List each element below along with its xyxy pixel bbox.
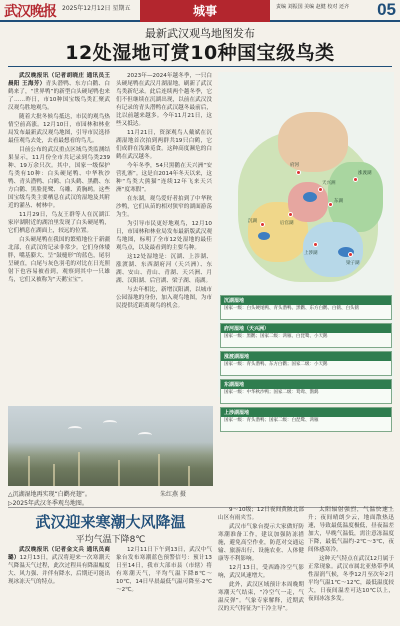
legend-item: 上涉湖湿地 国家一级：青头潜鸭；国家二级：白琵鹭、鸿雁 bbox=[220, 407, 392, 432]
story-column-2 bbox=[116, 72, 212, 407]
masthead bbox=[0, 0, 400, 22]
map-pin-icon bbox=[318, 187, 323, 192]
paragraph: 11月21日，资深观鸟人戴斌在沉湖湿地首次拍到两群共19只白鹤，它们成群在浅滩觅食。这种高度濒危的白鹤在武汉越冬。 bbox=[116, 130, 212, 160]
page-number: 05 bbox=[377, 0, 396, 19]
photo-caption: △沉湖湿地再实现“白鹳亮翅”。 bbox=[8, 491, 91, 498]
paragraph: 武汉晚报讯（记者胡晓庄 通讯员王晨阳 王海芳）青头潜鸭、东方白鹳、白鹤来了，“世界鸭”的新型白头硬尾鸭也来了……昨日，市10种国宝级鸟类汇聚武汉观鸟胜地观鸟。 bbox=[8, 73, 110, 111]
map-label: 后官湖 bbox=[280, 221, 294, 226]
paragraph: 此外，武汉区域预计本周晚期寒潮天气结束，“冷空气一走，气温反弹”。气象专家解释，近期武汉的天气特征为“干冷主导”。 bbox=[218, 582, 304, 612]
headline-rule bbox=[8, 66, 392, 67]
paragraph: 这种天气特点在武汉12月属于正常现象。武汉市属北亚热带季风性湿润气候，冬季12月至次年2月平均气温1℃～12℃，最低温度较大，日夜间温差可达10℃以上，夜间冰冻多发。 bbox=[308, 556, 394, 602]
map-label: 东湖 bbox=[334, 199, 343, 204]
story-kicker: 最新武汉观鸟地图发布 bbox=[145, 27, 255, 40]
paragraph: 白头硬尾鸭在我国的繁殖地位于新疆北部，在武汉的记录非常少。它们身体矮胖，嘴基膨大、呈“鼓槌形”的蓝色，尾羽呈硬直，白尾与灰色羽毛的对比在日光照射下也容易被看到，观察到其中一只雄鸟，它们又被称为“天鹅宝宝”。 bbox=[8, 237, 110, 283]
story2-column-1 bbox=[8, 546, 110, 624]
issue-date: 2025年12月12日 星期五 bbox=[62, 5, 131, 12]
map-legend bbox=[220, 295, 392, 435]
map-label: 沉湖 bbox=[248, 219, 257, 224]
editor-credits: 责编 刘振国 美编 赵健 校对 还齐 bbox=[276, 4, 349, 10]
map-label: 府河 bbox=[290, 163, 299, 168]
map-label: 天兴洲 bbox=[322, 181, 336, 186]
map-label: 涨渡湖 bbox=[358, 171, 372, 176]
paragraph: 11月29日，鸟友王群等人在沉湖江家岸湖附近的湖泊里发现了白头硬尾鸭，它们栖息在湖面上，较远的位置。 bbox=[8, 212, 110, 234]
photo-credit: 朱红燕 摄 bbox=[160, 491, 186, 498]
bird-icon bbox=[68, 426, 82, 432]
paragraph: 9～10级；12日夜间黄陂北部山区有雨夹雪。 bbox=[218, 507, 304, 521]
map-pin-icon bbox=[313, 242, 318, 247]
map-pin-icon bbox=[353, 177, 358, 182]
paragraph: 目前公布的武汉重点区域鸟类监测结果显示，11月份全市共记录到鸟类239种、19万余只次。其中，国家一级保护鸟类有10种：白头硬尾鸭、中华秋沙鸭、青头潜鸭、白鹤、白头鹤、黑鹳、东方白鹳、黑脸琵鹭、乌雕、黄胸鹀。这些国宝级鸟类主要栖息在武汉的湿地及其附近的灌丛、树林中。 bbox=[8, 147, 110, 209]
map-pin-icon bbox=[296, 170, 301, 175]
story2-column-2 bbox=[116, 546, 212, 624]
section-title: 城事 bbox=[140, 0, 270, 22]
paragraph: 2023年—2024年越冬季，一只白头硬尾鸭在武汉月湖湿地，刷新了武汉鸟类新纪录。此后连续两个越冬季，它们不但继续在沉湖出现，以前在武汉没有记录的青头潜鸭在武汉越冬最前后，比以前越来越多。今年11月21日，这些又抵达。 bbox=[116, 73, 212, 127]
story-column-1 bbox=[8, 72, 110, 402]
legend-item: 涨渡湖湿地 国家一级：青头潜鸭、东方白鹳；国家二级：小天鹅 bbox=[220, 351, 392, 376]
legend-item: 沉湖湿地 国家一级：白头硬尾鸭、青头潜鸭、黑鹳、东方白鹳、白鹤、白头鹤 bbox=[220, 295, 392, 320]
paragraph: 今年冬季，54只黑鹳在天兴洲“安营扎寨”。这是自2014年冬天以来，这种“鸟类大熊猫”连续12年飞来天兴洲“度寒假”。 bbox=[116, 163, 212, 193]
paragraph: 武汉市气象台提示大家做好防寒潮准备工作，建议加强防冻措施，避免高空作业，防范对交通运输、旅游出行、设施农业、人体健康等不利影响。 bbox=[218, 524, 304, 562]
story2-headline: 武汉迎来寒潮大风降温 bbox=[35, 513, 186, 531]
paragraph: 在东湖，观鸟爱好者拍到了中华秋沙鸭，它们从苗的相对狭窄的湖面游荡为生。 bbox=[116, 196, 212, 218]
map-pin-icon bbox=[348, 252, 353, 257]
paragraph: 12月11日下午到13日，武汉中气象台发布寒潮蓝色预警信号：预计13日至14日，我市大部市县（市辖）将有寒潮天气，平均气温下降8℃～10℃，14日早晨最低气温可降至-2℃～2℃。 bbox=[116, 547, 212, 593]
paragraph: 为引导市民更好地观鸟，12月10日，市园林和林业局发布最新版武汉观鸟地图，标明了全市12处湿地的最佳观鸟点，以及最看到的主要鸟种。 bbox=[116, 221, 212, 251]
map-pin-icon bbox=[328, 202, 333, 207]
paragraph: 这12处湿地是：沉湖、上涉湖、涨渡湖、东西湖府河（天兴洲）、东湖、安山、青山、青湖、天兴洲、月湖、汉阳湖、后官湖、梁子湖、南湖。 bbox=[116, 254, 212, 284]
paragraph: 与去年相比，新增汉阳湖，以城市公园湿地的身份，加入观鸟地图，为市民提供近距离观鸟的机会。 bbox=[116, 287, 212, 309]
newspaper-logo: 武汉晚报 bbox=[4, 4, 56, 20]
bird-icon bbox=[103, 420, 117, 426]
map-pin-icon bbox=[260, 222, 265, 227]
bird-icon bbox=[138, 432, 152, 438]
story-headline: 12处湿地可赏10种国宝级鸟类 bbox=[65, 42, 335, 64]
map-label: 上涉湖 bbox=[304, 251, 318, 256]
wetland-photo bbox=[8, 406, 213, 486]
story2-column-4 bbox=[308, 506, 394, 624]
paragraph: 武汉晚报讯（记者金文兵 通讯员商璐）12月13日，武汉将迎来一次寒潮天气降温天气过程，此次过程具有降温幅度大、风力强、并伴有降水，后期还可能出现冰冻天气的特点。 bbox=[8, 547, 110, 585]
map-caption: ▷2025年武汉冬季观鸟地图。 bbox=[8, 500, 88, 507]
legend-item: 府河湿地（天兴洲） 国家一级：黑鹳；国家二级：鸿雁、白琵鹭、小天鹅 bbox=[220, 323, 392, 348]
story2-column-3 bbox=[218, 506, 304, 624]
paragraph: 太阳辐射强烈，气温快速上升；夜间晴朗少云，地面散热迅速，导致最低温度极低，昼夜温差加大，早晚气温低，需注意冻温度下降，最低气温约-2℃～3℃，夜间体感寒冷。 bbox=[308, 507, 394, 553]
legend-item: 东湖湿地 国家一级：中华秋沙鸭；国家二级：鸳鸯、鹊鹞 bbox=[220, 379, 392, 404]
story2-subhead: 平均气温下降8℃ bbox=[75, 535, 146, 545]
map-pin-icon bbox=[288, 212, 293, 217]
paragraph: 12月13日，受西路冷空气影响，武汉风速增大。 bbox=[218, 565, 304, 579]
paragraph: 随着大批冬候鸟抵达，市民的观鸟热情空前高涨。12月10日，市园林和林业局发布最新武汉观鸟地图，引导市民选择最佳观鸟去处，去看最想看的鸟儿。 bbox=[8, 114, 110, 144]
map-label: 梁子湖 bbox=[346, 261, 360, 266]
